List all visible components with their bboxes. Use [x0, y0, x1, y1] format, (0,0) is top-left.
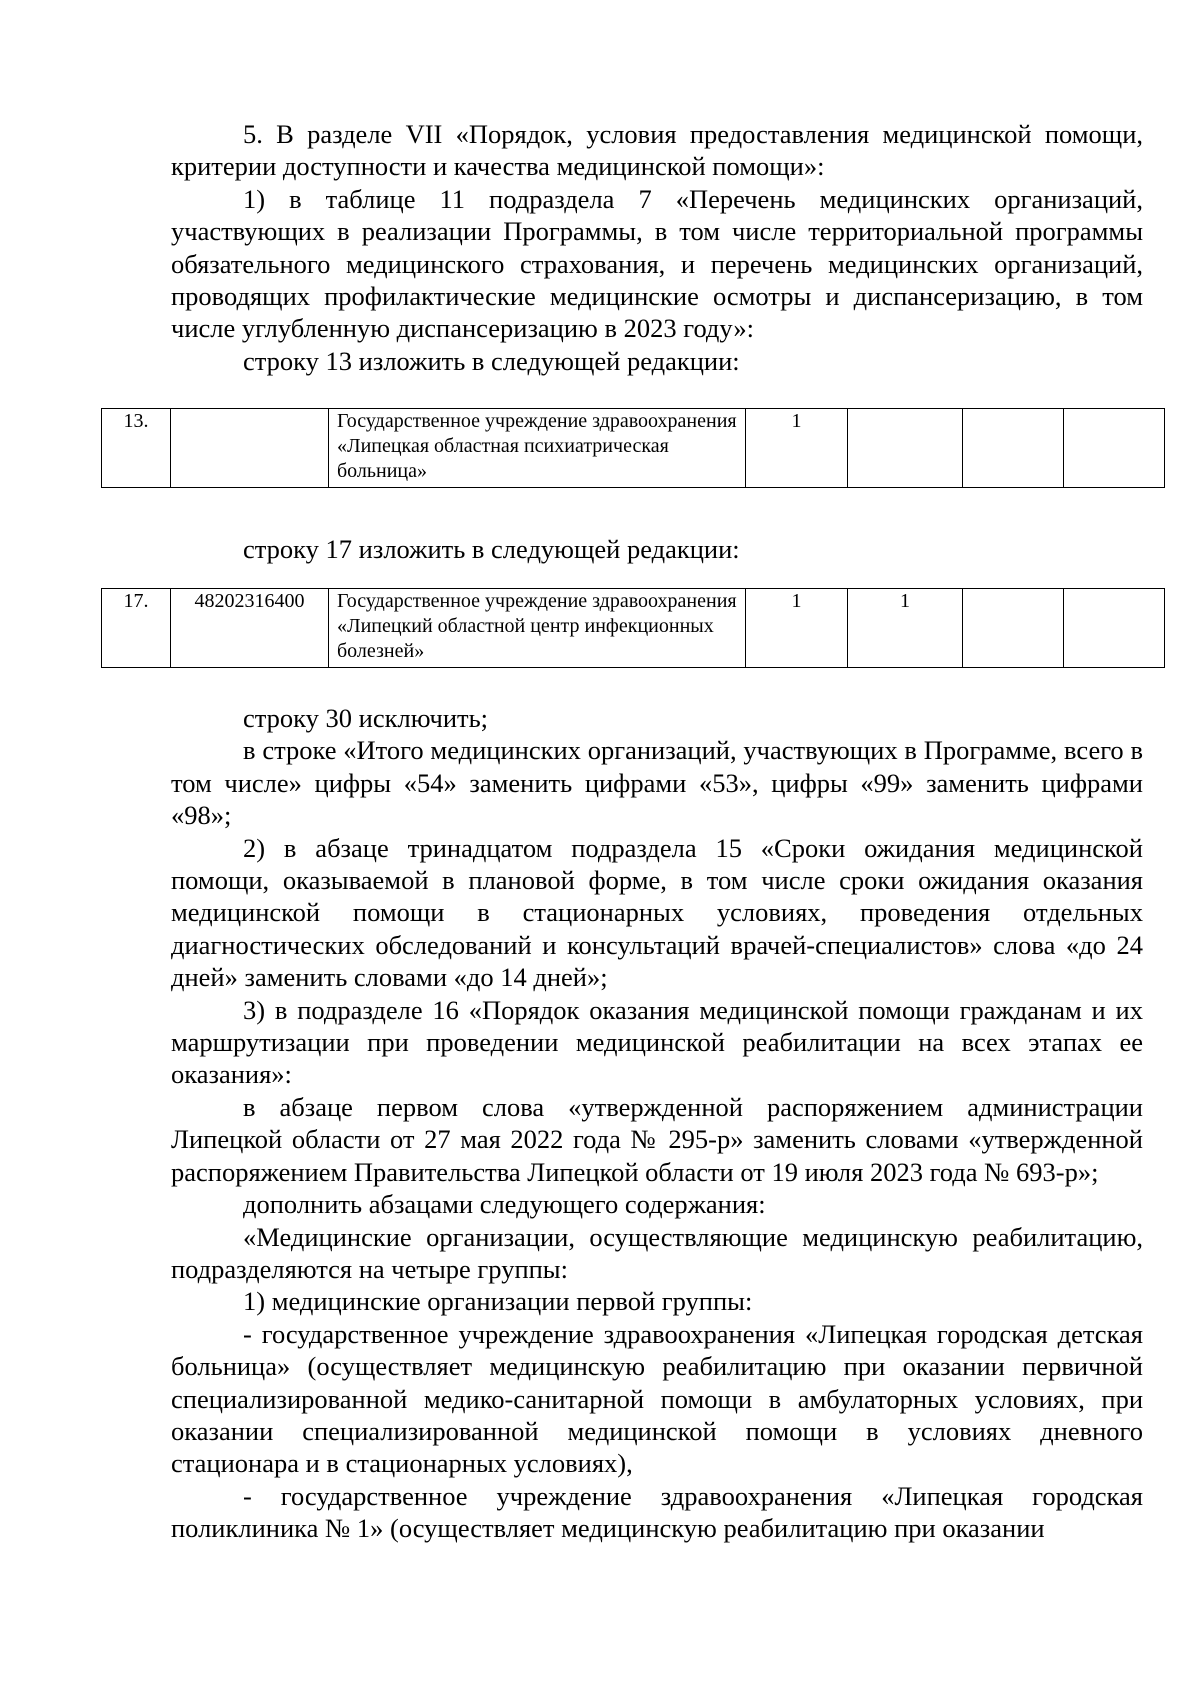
table-cell-flag: 1 [746, 589, 848, 668]
table-cell-flag [1064, 589, 1165, 668]
table-cell-code [171, 409, 329, 488]
text-block-row-17-intro [171, 533, 1143, 565]
table-cell-flag: 1 [746, 409, 848, 488]
paragraph: строку 30 исключить; [243, 703, 489, 733]
paragraph: - государственное учреждение здравоохранения «Липецкая городская детская больница» (осуществляет медицинскую реабилитацию при оказании первичной специализированной медико-санитарной помощи в амбулаторных условиях, при оказании специализированной медицинской помощи в условиях дневного стационара и в стационарных условиях), [171, 1318, 1143, 1479]
table-cell-organization: Государственное учреждение здравоохранения «Липецкий областной центр инфекционных болезней» [329, 589, 746, 668]
paragraph: - государственное учреждение здравоохранения «Липецкая городская поликлиника № 1» (осуществляет медицинскую реабилитацию при оказании [171, 1480, 1143, 1544]
table-cell-number: 17. [102, 589, 171, 668]
table-cell-flag [963, 589, 1064, 668]
amendment-table-row-17 [101, 588, 1165, 668]
table-row [102, 589, 1165, 668]
paragraph: в строке «Итого медицинских организаций, участвующих в Программе, всего в том числе» цифры «54» заменить цифрами «53», цифры «99» заменить цифрами «98»; [171, 735, 1143, 831]
paragraph: дополнить абзацами следующего содержания: [243, 1189, 766, 1220]
paragraph: 3) в подразделе 16 «Порядок оказания медицинской помощи гражданам и их маршрутизации при проведении медицинской реабилитации на всех этапах ее оказания»: [171, 994, 1143, 1090]
table-cell-number: 13. [102, 409, 171, 488]
table-cell-flag [1064, 409, 1165, 488]
table-cell-flag [848, 409, 963, 488]
paragraph: «Медицинские организации, осуществляющие медицинскую реабилитацию, подразделяются на четыре группы: [171, 1221, 1143, 1284]
text-block-main [171, 702, 1143, 1545]
paragraph: строку 13 изложить в следующей редакции: [243, 345, 740, 376]
paragraph: 1) медицинские организации первой группы: [243, 1286, 753, 1317]
paragraph: строку 17 изложить в следующей редакции: [243, 534, 740, 564]
table-row [102, 409, 1165, 488]
paragraph: 5. В разделе VII «Порядок, условия предоставления медицинской помощи, критерии доступности и качества медицинской помощи»: [171, 119, 1143, 182]
paragraph: 2) в абзаце тринадцатом подраздела 15 «Сроки ожидания медицинской помощи, оказываемой в плановой форме, в том числе сроки ожидания оказания медицинской помощи в стационарных условиях, проведения отдельных диагностических обследований и консультаций врачей-специалистов» слова «до 24 дней» заменить словами «до 14 дней»; [171, 832, 1143, 993]
table-cell-code: 48202316400 [171, 589, 329, 668]
paragraph: в абзаце первом слова «утвержденной распоряжением администрации Липецкой области от 27 мая 2022 года № 295-р» заменить словами «утвержденной распоряжением Правительства Липецкой области от 19 июля 2023 года № 693-р»; [171, 1091, 1143, 1187]
paragraph: 1) в таблице 11 подраздела 7 «Перечень медицинских организаций, участвующих в реализации Программы, в том числе территориальной программы обязательного медицинского страхования, и перечень медицинских организаций, проводящих профилактические медицинские осмотры и диспансеризацию, в том числе углубленную диспансеризацию в 2023 году»: [171, 183, 1143, 344]
amendment-table-row-13 [101, 408, 1165, 488]
table-cell-organization: Государственное учреждение здравоохранения «Липецкая областная психиатрическая больница» [329, 409, 746, 488]
table-cell-flag: 1 [848, 589, 963, 668]
text-block-intro [171, 118, 1143, 377]
table-cell-flag [963, 409, 1064, 488]
